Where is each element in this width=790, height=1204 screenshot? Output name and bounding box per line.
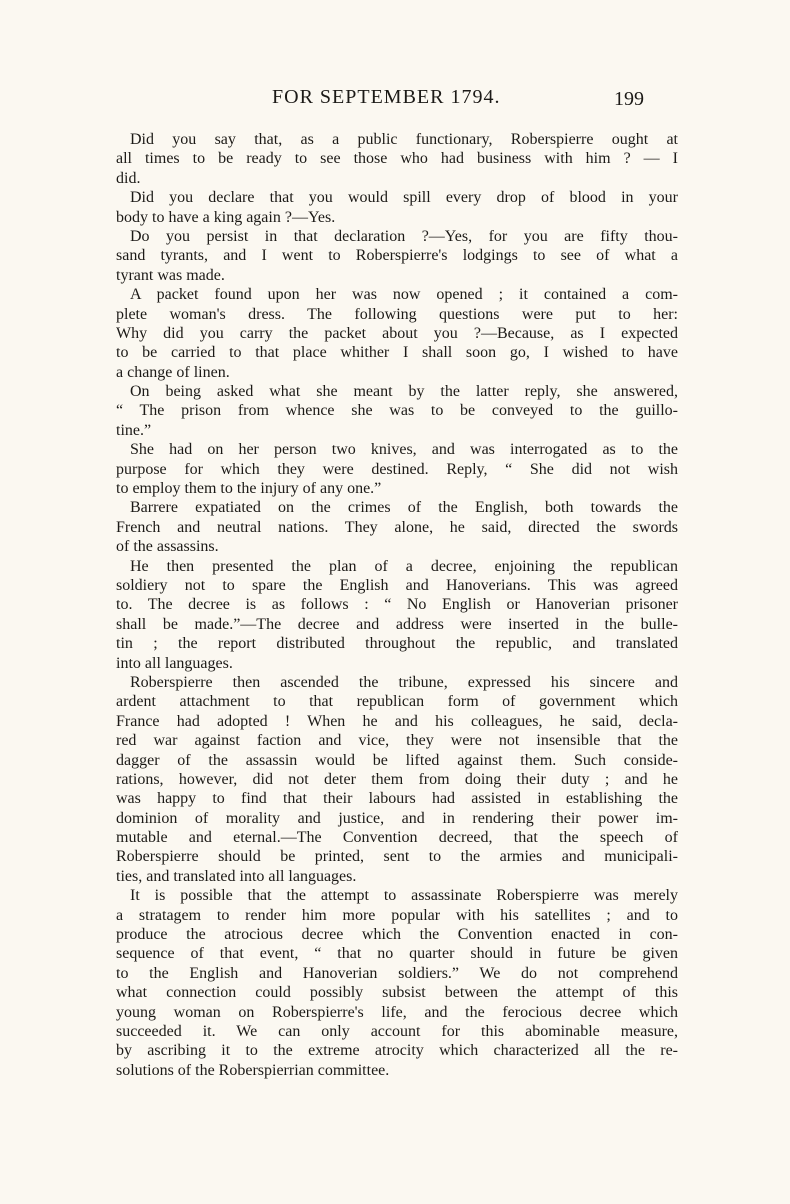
text-line: tin ; the report distributed throughout the republic, and translated bbox=[116, 635, 678, 653]
text-line: Did you declare that you would spill every drop of blood in your bbox=[130, 189, 678, 207]
text-line: by ascribing it to the extreme atrocity which characterized all the re- bbox=[116, 1042, 678, 1060]
text-line: to the English and Hanoverian soldiers.” We do not comprehend bbox=[116, 964, 678, 982]
text-line: tyrant was made. bbox=[116, 266, 225, 284]
text-line: ties, and translated into all languages. bbox=[116, 867, 357, 885]
running-title: FOR SEPTEMBER 1794. bbox=[272, 86, 501, 108]
text-line: tine.” bbox=[116, 421, 152, 439]
text-line: It is possible that the attempt to assassinate Roberspierre was merely bbox=[130, 887, 678, 905]
text-line: produce the atrocious decree which the Convention enacted in con- bbox=[116, 926, 678, 944]
text-line: what connection could possibly subsist between the attempt of this bbox=[116, 984, 678, 1002]
text-line: “ The prison from whence she was to be conveyed to the guillo- bbox=[116, 402, 678, 420]
text-line: was happy to find that their labours had assisted in establishing the bbox=[116, 790, 678, 808]
text-line: Roberspierre then ascended the tribune, expressed his sincere and bbox=[130, 673, 678, 691]
text-line: body to have a king again ?—Yes. bbox=[116, 208, 336, 226]
text-line: solutions of the Roberspierrian committee. bbox=[116, 1061, 390, 1079]
text-line: all times to be ready to see those who had business with him ? — I bbox=[116, 150, 678, 168]
text-line: a stratagem to render him more popular with his satellites ; and to bbox=[116, 906, 678, 924]
text-line: dagger of the assassin would be lifted against them. Such conside- bbox=[116, 751, 678, 769]
text-line: On being asked what she meant by the latter reply, she answered, bbox=[130, 383, 678, 401]
text-line: mutable and eternal.—The Convention decreed, that the speech of bbox=[116, 829, 678, 847]
text-line: plete woman's dress. The following questions were put to her: bbox=[116, 305, 678, 323]
text-line: Barrere expatiated on the crimes of the English, both towards the bbox=[130, 499, 678, 517]
text-line: Roberspierre should be printed, sent to the armies and municipali- bbox=[116, 848, 678, 866]
text-line: sand tyrants, and I went to Roberspierre's lodgings to see of what a bbox=[116, 247, 678, 265]
text-line: soldiery not to spare the English and Hanoverians. This was agreed bbox=[116, 576, 678, 594]
text-line: to. The decree is as follows : “ No English or Hanoverian prisoner bbox=[116, 596, 678, 614]
text-line: into all languages. bbox=[116, 654, 233, 672]
text-line: He then presented the plan of a decree, enjoining the republican bbox=[130, 557, 678, 575]
text-line: rations, however, did not deter them from doing their duty ; and he bbox=[116, 770, 678, 788]
text-line: dominion of morality and justice, and in rendering their power im- bbox=[116, 809, 678, 827]
text-line: to employ them to the injury of any one.” bbox=[116, 480, 382, 498]
text-line: sequence of that event, “ that no quarter should in future be given bbox=[116, 945, 678, 963]
page-number: 199 bbox=[614, 88, 644, 110]
body-text bbox=[116, 130, 678, 1080]
text-line: red war against faction and vice, they were not insensible that the bbox=[116, 732, 678, 750]
text-line: a change of linen. bbox=[116, 363, 230, 381]
text-line: did. bbox=[116, 169, 141, 187]
text-line: young woman on Roberspierre's life, and the ferocious decree which bbox=[116, 1003, 678, 1021]
text-line: shall be made.”—The decree and address were inserted in the bulle- bbox=[116, 615, 678, 633]
text-line: to be carried to that place whither I shall soon go, I wished to have bbox=[116, 344, 678, 362]
text-line: France had adopted ! When he and his colleagues, he said, decla- bbox=[116, 712, 678, 730]
text-line: succeeded it. We can only account for this abominable measure, bbox=[116, 1022, 678, 1040]
text-line: She had on her person two knives, and was interrogated as to the bbox=[130, 441, 678, 459]
text-line: Do you persist in that declaration ?—Yes, for you are fifty thou- bbox=[130, 227, 678, 245]
text-line: purpose for which they were destined. Reply, “ She did not wish bbox=[116, 460, 678, 478]
page-header bbox=[0, 86, 790, 116]
text-line: ardent attachment to that republican form of government which bbox=[116, 693, 678, 711]
text-line: A packet found upon her was now opened ; it contained a com- bbox=[130, 286, 678, 304]
text-line: French and neutral nations. They alone, he said, directed the swords bbox=[116, 518, 678, 536]
text-line: Did you say that, as a public functionary, Roberspierre ought at bbox=[130, 131, 678, 148]
text-line: Why did you carry the packet about you ?—Because, as I expected bbox=[116, 324, 678, 342]
text-line: of the assassins. bbox=[116, 538, 219, 556]
